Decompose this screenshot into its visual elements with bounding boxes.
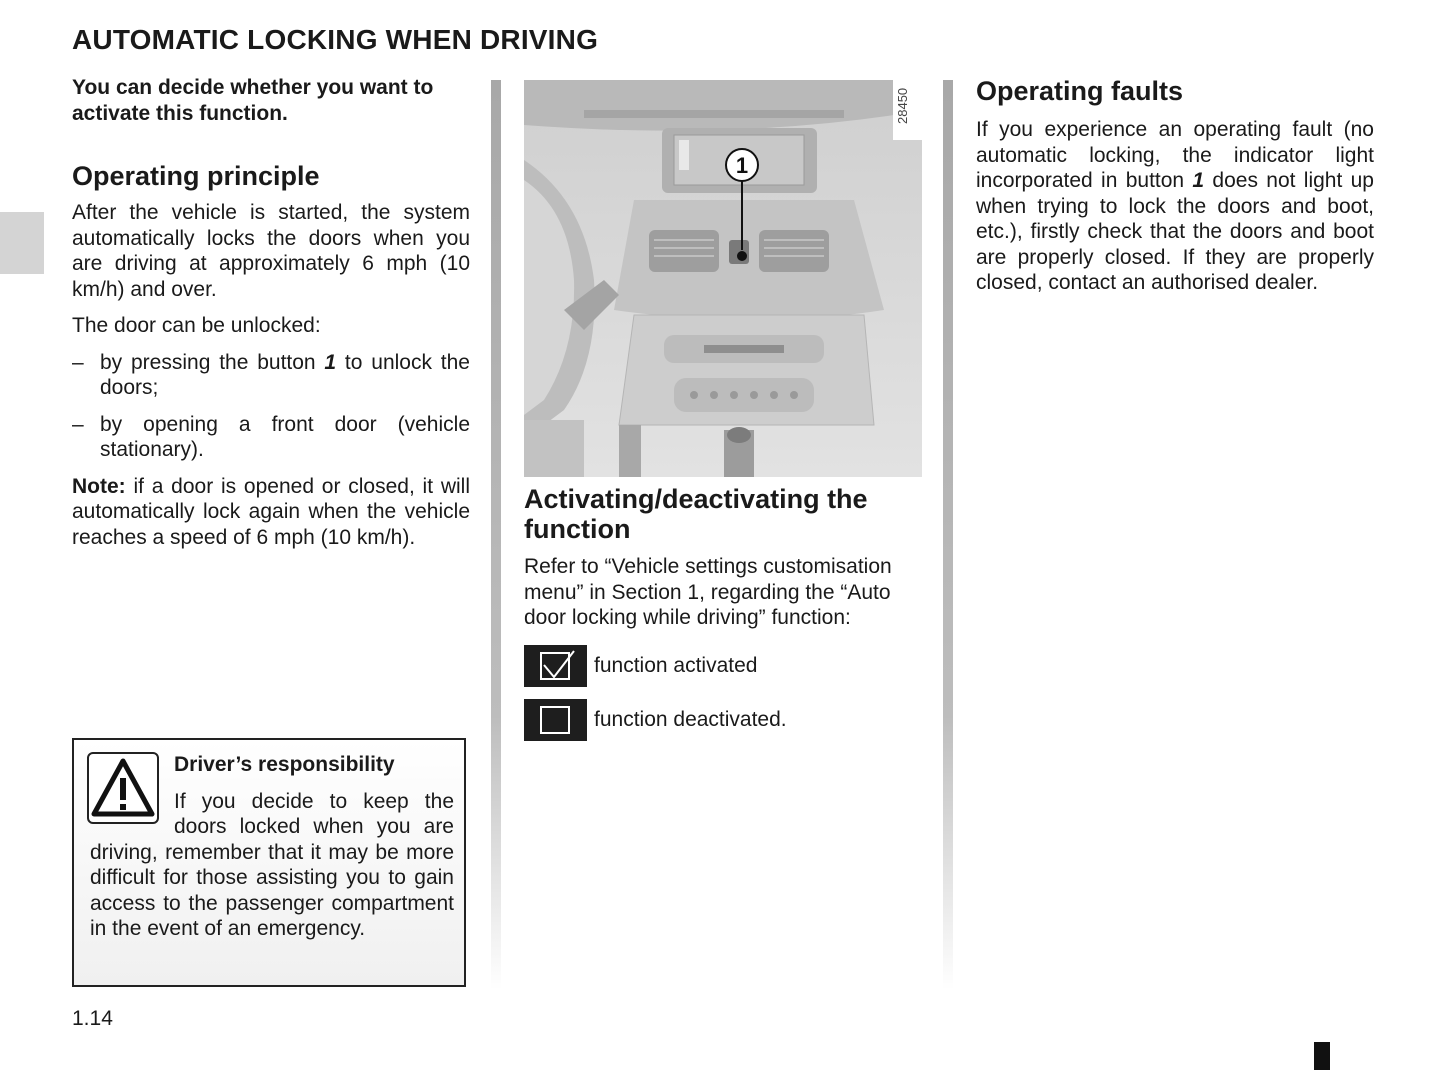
note-label: Note: <box>72 474 126 498</box>
activation-heading: Activating/deactivating the function <box>524 484 868 544</box>
left-column <box>72 74 470 550</box>
activation-text: Refer to “Vehicle settings customisation menu” in Section 1, regarding the “Auto door locking while driving” function: <box>524 555 892 629</box>
intro-text: You can decide whether you want to activate this function. <box>72 76 434 125</box>
function-activated-row <box>524 645 757 687</box>
list-item-text-after: to unlock the doors; <box>100 350 470 399</box>
unchecked-box-icon <box>524 699 587 741</box>
section-tab-marker <box>0 212 44 274</box>
middle-column <box>524 484 922 631</box>
figure-callout-label: 1 <box>735 153 749 178</box>
faults-text-before: If you experience an operating fault (no automatic locking, the indicator light incorporated in button <box>976 118 1374 192</box>
warning-text: If you decide to keep the doors locked when you are driving, remember that it may be more difficult for those assisting you to gain access to the passenger compartment in the event of an emergency. <box>90 789 454 940</box>
list-item <box>72 412 470 463</box>
page-title: AUTOMATIC LOCKING WHEN DRIVING <box>72 24 599 55</box>
right-column <box>976 74 1374 296</box>
list-dash: – <box>72 350 84 374</box>
operating-faults-heading: Operating faults <box>976 76 1184 106</box>
list-item-text: by opening a front door (vehicle stationary). <box>100 412 470 461</box>
button-reference: 1 <box>324 350 337 374</box>
button-reference: 1 <box>1192 169 1205 192</box>
warning-title: Driver’s responsibility <box>174 753 395 776</box>
checked-box-icon <box>524 645 587 687</box>
note-text: if a door is opened or closed, it will automatically lock again when the vehicle reaches a speed of 6 mph (10 km/h). <box>72 474 470 549</box>
page-corner-mark <box>1314 1042 1330 1070</box>
column-separator <box>943 80 953 990</box>
figure-number: 28450 <box>893 80 922 140</box>
column-separator <box>491 80 501 990</box>
drivers-responsibility-warning <box>72 738 466 987</box>
operating-principle-heading: Operating principle <box>72 161 320 191</box>
faults-text-after: does not light up when trying to lock the doors and boot, etc.), firstly check that the doors and boot are properly closed. If they are properly closed, contact an authorised dealer. <box>976 169 1374 294</box>
function-deactivated-row <box>524 699 787 741</box>
function-deactivated-label: function deactivated. <box>594 708 787 731</box>
function-activated-label: function activated <box>594 654 758 677</box>
page-number: 1.14 <box>72 1007 113 1030</box>
list-item <box>72 350 470 401</box>
operating-faults-text <box>976 117 1374 296</box>
list-item-text-before: by pressing the button <box>100 350 325 374</box>
dashboard-illustration <box>524 80 922 477</box>
unlock-intro-text: The door can be unlocked: <box>72 314 321 337</box>
list-item-text <box>100 350 470 401</box>
list-dash: – <box>72 412 84 436</box>
operating-principle-text: After the vehicle is started, the system automatically locks the doors when you are driving at approximately 6 mph (10 km/h) and over. <box>72 201 470 301</box>
note-paragraph <box>72 474 470 551</box>
